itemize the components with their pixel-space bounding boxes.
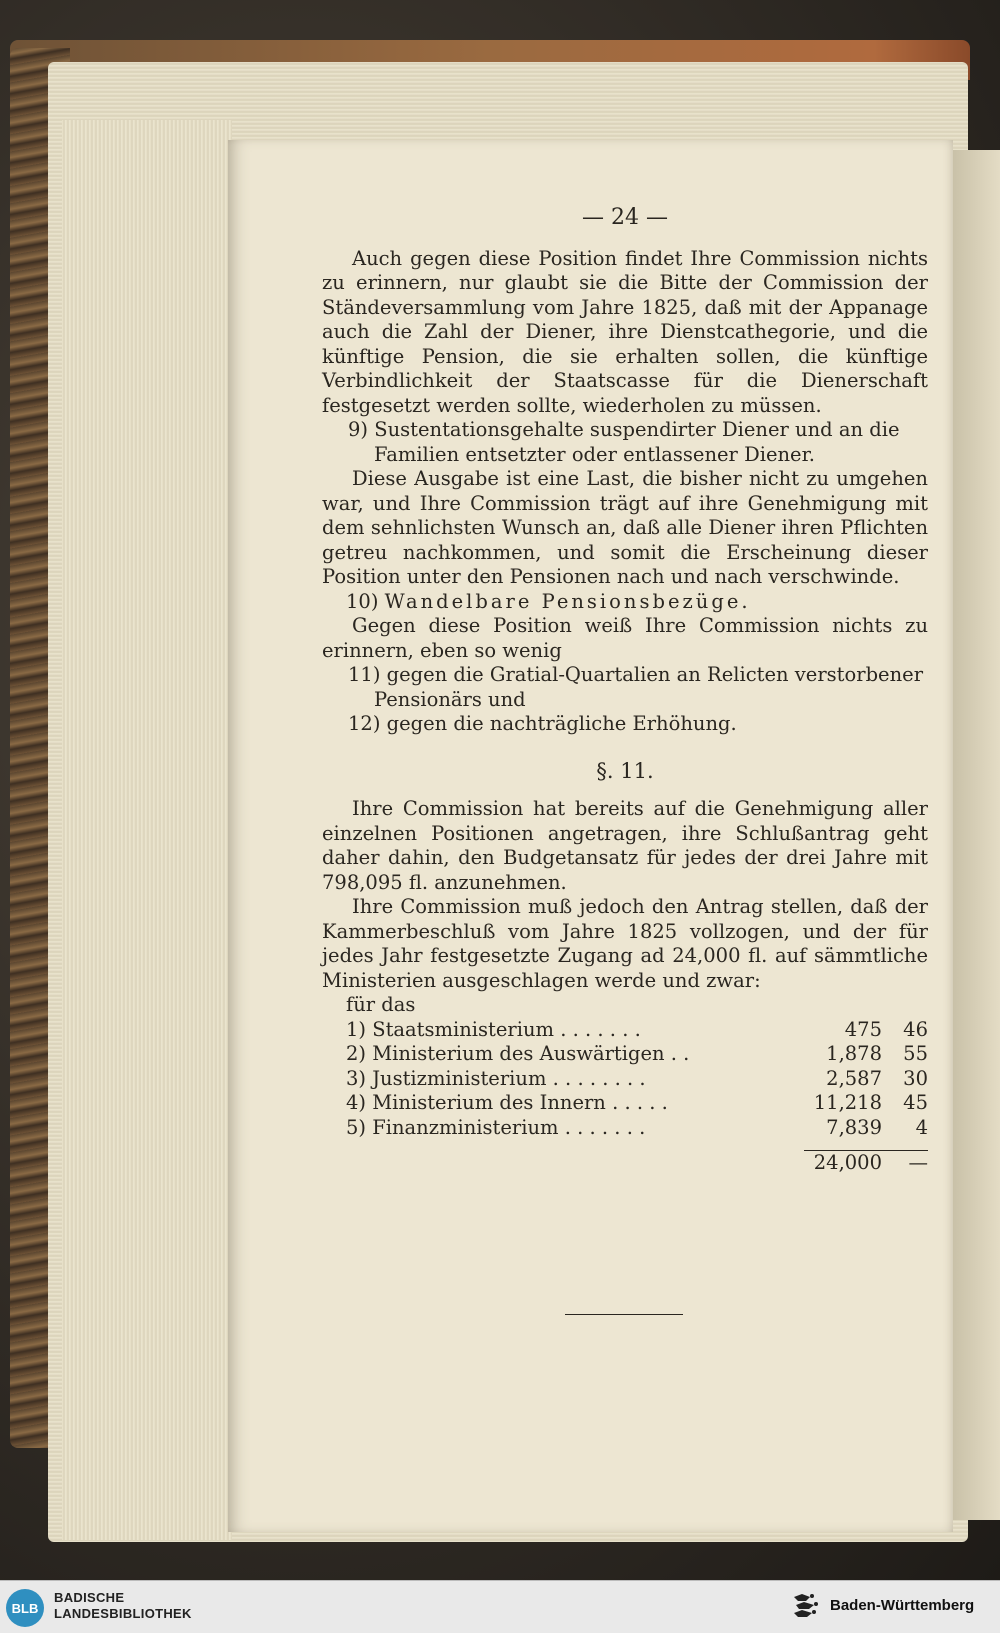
- ministry-table: [322, 1018, 928, 1176]
- lions-crest-icon: [790, 1591, 822, 1625]
- row-gulden: 1,878: [826, 1042, 882, 1065]
- row-label: 2) Ministerium des Auswärtigen . .: [346, 1042, 690, 1065]
- fuer-das-label: für das: [346, 993, 416, 1016]
- page-block: [62, 120, 232, 1540]
- row-label: 5) Finanzministerium . . . . . . .: [346, 1115, 646, 1139]
- library-name-line-1: BADISCHE: [54, 1590, 125, 1605]
- row-kreuzer: 55: [903, 1042, 928, 1065]
- library-name[interactable]: [54, 1590, 192, 1622]
- total-row: [322, 1151, 928, 1176]
- library-name-line-2: LANDESBIBLIOTHEK: [54, 1606, 192, 1621]
- section-11-paragraph-2: Ihre Commission muß jedoch den Antrag stellen, daß der Kammerbeschluß vom Jahre 1825 vollzogen, und der für jedes Jahr festgesetzte Zugang ad 24,000 fl. auf sämmtliche Ministerien ausgeschlagen werde und zwar:: [322, 895, 928, 992]
- row-gulden: 2,587: [826, 1066, 882, 1090]
- item-11: 11) gegen die Gratial-Quartalien an Relicten verstorbener Pensionärs und: [348, 663, 924, 711]
- page-number: — 24 —: [582, 205, 668, 230]
- item-12: 12) gegen die nachträgliche Erhöhung.: [348, 712, 737, 735]
- row-gulden: 11,218: [813, 1091, 882, 1114]
- row-label: 3) Justizministerium . . . . . . . .: [346, 1066, 646, 1090]
- next-page-edge: [953, 150, 1000, 1520]
- section-heading: §. 11.: [596, 758, 654, 783]
- table-row: [322, 1018, 928, 1043]
- row-kreuzer: 30: [903, 1066, 928, 1090]
- total-gulden: 24,000: [813, 1151, 882, 1174]
- table-row: [322, 1091, 928, 1116]
- page-text: [322, 206, 928, 1176]
- state-name[interactable]: Baden-Württemberg: [830, 1597, 975, 1614]
- item-10-heading: [322, 590, 928, 615]
- item-10-title: Wandelbare Pensionsbezüge.: [384, 589, 751, 613]
- total-kreuzer: —: [908, 1151, 928, 1174]
- intro-paragraph: Auch gegen diese Position findet Ihre Commission nichts zu erinnern, nur glaubt sie die Bitte der Commission der Ständeversammlung vom Jahre 1825, daß mit der Appanage auch die Zahl der Diener, ihre Dienstcathegorie, und die künftige Pension, die sie erhalten sollen, die künftige Verbindlichkeit der Staatscasse für die Dienerschaft festgesetzt werden sollte, wiederholen zu müssen.: [322, 246, 928, 417]
- item-10-number: 10): [346, 589, 379, 613]
- footer-bar: [0, 1580, 1000, 1633]
- row-label: 1) Staatsministerium . . . . . . .: [346, 1017, 641, 1041]
- item-9-heading: 9) Sustentationsgehalte suspendirter Diener und an die Familien entsetzter oder entlassener Diener.: [348, 418, 900, 466]
- row-kreuzer: 4: [915, 1115, 928, 1139]
- row-label: 4) Ministerium des Innern . . . . .: [346, 1091, 668, 1114]
- row-gulden: 475: [844, 1017, 882, 1041]
- table-row: [322, 1116, 928, 1141]
- item-9-text: Diese Ausgabe ist eine Last, die bisher nicht zu umgehen war, und Ihre Commission trägt auf ihre Genehmigung mit dem sehnlichsten Wunsch an, daß alle Diener ihren Pflichten getreu nachkommen, und somit die Erscheinung dieser Position unter den Pensionen nach und nach verschwinde.: [322, 467, 928, 588]
- table-row: [322, 1042, 928, 1067]
- row-kreuzer: 46: [903, 1017, 928, 1041]
- item-10-text: Gegen diese Position weiß Ihre Commission nichts zu erinnern, eben so wenig: [322, 614, 928, 662]
- blb-logo[interactable]: BLB: [6, 1589, 44, 1627]
- table-row: [322, 1067, 928, 1092]
- row-gulden: 7,839: [826, 1115, 882, 1139]
- row-kreuzer: 45: [903, 1091, 928, 1114]
- end-rule: [565, 1314, 683, 1315]
- section-11-paragraph-1: Ihre Commission hat bereits auf die Genehmigung aller einzelnen Positionen angetragen, ihre Schlußantrag geht daher dahin, den Budgetansatz für jedes der drei Jahre mit 798,095 fl. anzunehmen.: [322, 797, 928, 894]
